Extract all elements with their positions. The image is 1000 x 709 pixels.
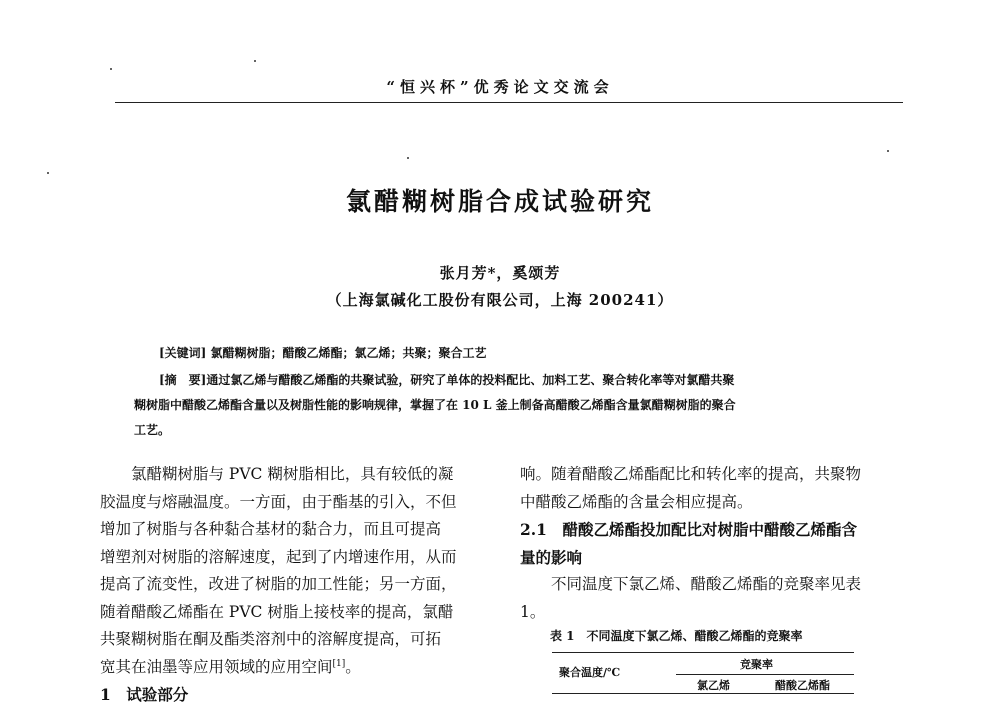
body-line: 提高了流变性，改进了树脂的加工性能；另一方面， bbox=[100, 575, 457, 593]
scan-speck bbox=[254, 60, 256, 62]
affiliation-line: （上海氯碱化工股份有限公司，上海 200241） bbox=[326, 291, 674, 309]
table-header-rule bbox=[552, 693, 854, 694]
subsection-heading: 2.1 醋酸乙烯酯投加配比对树脂中醋酸乙烯酯含 bbox=[520, 520, 857, 539]
body-line: 随着醋酸乙烯酯在 PVC 树脂上接枝率的提高，氯醋 bbox=[100, 602, 454, 621]
running-header: “恒兴杯”优秀论文交流会 bbox=[386, 78, 614, 96]
body-line: 共聚糊树脂在酮及酯类溶剂中的溶解度提高，可拓 bbox=[100, 630, 442, 648]
scan-speck bbox=[110, 68, 112, 70]
citation-ref: [1] bbox=[332, 658, 346, 669]
table-header-vc: 氯乙烯 bbox=[697, 679, 730, 692]
table-header-temperature: 聚合温度/℃ bbox=[559, 666, 621, 679]
table-group-rule bbox=[676, 674, 854, 675]
body-line: 不同温度下氯乙烯、醋酸乙烯酯的竞聚率见表 bbox=[520, 575, 862, 593]
abstract-line bbox=[159, 371, 919, 388]
abstract-label: [摘 要] bbox=[159, 373, 207, 387]
body-line: 中醋酸乙烯酯的含量会相应提高。 bbox=[520, 492, 753, 511]
scan-speck bbox=[47, 172, 49, 174]
table-top-rule bbox=[552, 652, 854, 653]
abstract-text: 通过氯乙烯与醋酸乙烯酯的共聚试验，研究了单体的投料配比、加料工艺、聚合转化率等对氯醋共聚 bbox=[206, 373, 735, 387]
table-caption: 表 1 不同温度下氯乙烯、醋酸乙烯酯的竞聚率 bbox=[550, 629, 803, 643]
header-rule bbox=[115, 102, 903, 103]
scan-speck bbox=[887, 150, 889, 152]
body-line: 增塑剂对树脂的溶解速度，起到了内增速作用，从而 bbox=[100, 547, 457, 566]
body-right-column bbox=[520, 461, 920, 626]
body-line: 氯醋糊树脂与 PVC 糊树脂相比，具有较低的凝 bbox=[100, 465, 454, 483]
paper-title: 氯醋糊树脂合成试验研究 bbox=[345, 187, 654, 216]
abstract-line: 工艺。 bbox=[134, 423, 171, 437]
body-line: 响。随着醋酸乙烯酯配比和转化率的提高，共聚物 bbox=[520, 465, 862, 483]
section-heading: 1 试验部分 bbox=[100, 685, 189, 704]
keywords-line bbox=[159, 344, 919, 361]
body-line: 1。 bbox=[520, 602, 546, 621]
abstract-line: 糊树脂中醋酸乙烯酯含量以及树脂性能的影响规律，掌握了在 10 L 釜上制备高醋酸乙烯酯含量氯醋糊树脂的聚合 bbox=[134, 398, 736, 412]
keywords-label: [关键词] bbox=[159, 346, 207, 360]
body-line bbox=[100, 654, 500, 682]
table-header-vac: 醋酸乙烯酯 bbox=[775, 679, 830, 692]
body-line: 胶温度与熔融温度。一方面，由于酯基的引入，不但 bbox=[100, 492, 457, 511]
body-left-column bbox=[100, 461, 500, 709]
author-line: 张月芳*，奚颂芳 bbox=[439, 264, 561, 282]
subsection-heading: 量的影响 bbox=[520, 547, 583, 567]
table-header-group: 竞聚率 bbox=[740, 658, 773, 671]
body-text: 宽其在油墨等应用领域的应用空间 bbox=[100, 657, 333, 676]
keywords-text: 氯醋糊树脂；醋酸乙烯酯；氯乙烯；共聚；聚合工艺 bbox=[210, 346, 487, 360]
body-line: 增加了树脂与各种黏合基材的黏合力，而且可提高 bbox=[100, 520, 442, 538]
body-text: 。 bbox=[345, 657, 361, 676]
scan-speck bbox=[407, 157, 409, 159]
